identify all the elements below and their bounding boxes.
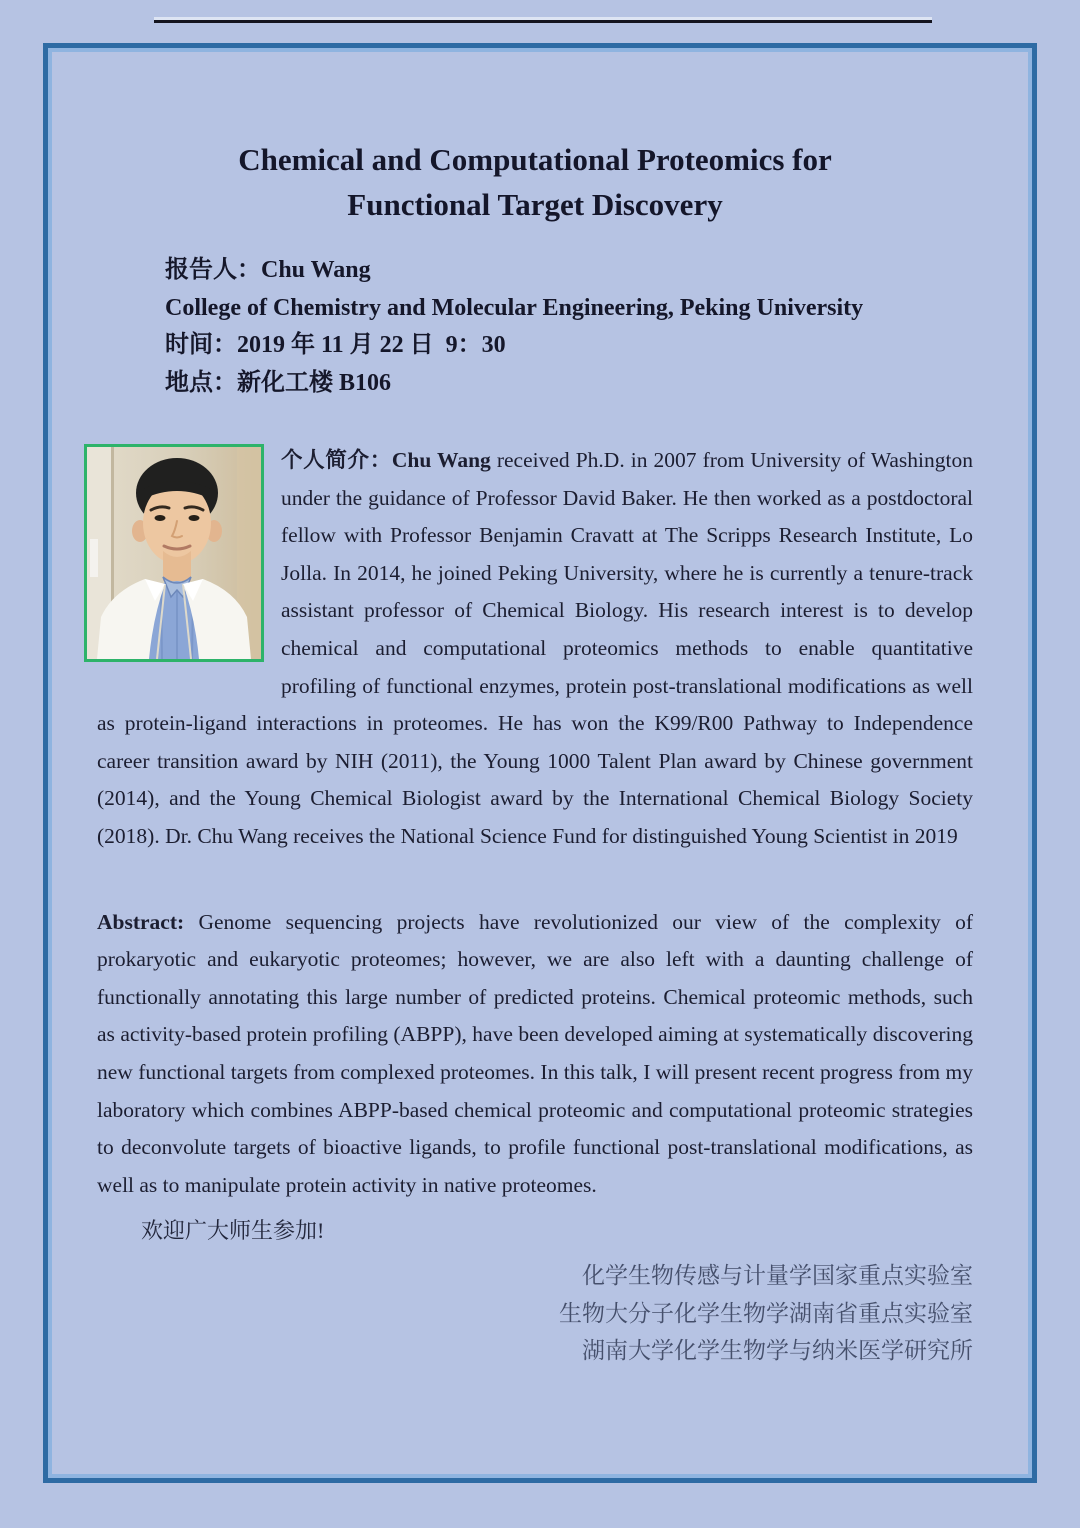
speaker-affiliation-line: College of Chemistry and Molecular Engineering, Peking University: [165, 294, 864, 321]
organizer-list: [97, 1257, 973, 1370]
page-title: [97, 137, 973, 227]
title-line-2: Functional Target Discovery: [347, 187, 723, 222]
speaker-name-line: 报告人：Chu Wang: [165, 257, 371, 283]
bio-text: received Ph.D. in 2007 from University of Washington under the guidance of Professor David Baker. He then worked as a postdoctoral fellow with Professor Benjamin Cravatt at The Scripps Research Institute, Lo Jolla. In 2014, he joined Peking University, where he is currently a tenure-track assistant professor of Chemical Biology. His research interest is to develop chemical and computational proteomics methods to enable quantitative profiling of functional enzymes, protein post-translational modifications as well as protein-ligand interactions in proteomes. He has won the K99/R00 Pathway to Independence career transition award by NIH (2011), the Young 1000 Talent Plan award by Chinese government (2014), and the Young Chemical Biologist award by the International Chemical Biology Society (2018). Dr. Chu Wang receives the National Science Fund for distinguished Young Scientist in 2019: [97, 448, 973, 848]
bio-paragraph: [97, 442, 973, 856]
abstract-text: Genome sequencing projects have revolutionized our view of the complexity of prokaryotic and eukaryotic proteomes; however, we are also left with a daunting challenge of functionally annotating this large number of predicted proteins. Chemical proteomic methods, such as activity-based protein profiling (ABPP), have been developed aiming at systematically discovering new functional targets from complexed proteomes. In this talk, I will present recent progress from my laboratory which combines ABPP-based chemical proteomic and computational proteomic strategies to deconvolute targets of bioactive ligands, to profile functional post-translational modifications, as well as to manipulate protein activity in native proteomes.: [97, 909, 973, 1197]
seminar-location-line: 地点：新化工楼 B106: [165, 369, 392, 396]
bio-label: 个人简介：: [281, 448, 392, 472]
top-rule: [154, 20, 932, 23]
organizer-line-2: 生物大分子化学生物学湖南省重点实验室: [559, 1299, 973, 1326]
bio-speaker-name: Chu Wang: [391, 448, 491, 472]
speaker-photo: [84, 444, 264, 662]
welcome-line: 欢迎广大师生参加!: [141, 1218, 325, 1244]
speaker-info-block: [165, 252, 973, 402]
abstract-paragraph: [97, 904, 973, 1205]
poster-content: [97, 51, 973, 1370]
organizer-line-3: 湖南大学化学生物学与纳米医学研究所: [582, 1337, 973, 1364]
title-line-1: Chemical and Computational Proteomics for: [238, 142, 832, 177]
speaker-photo-illustration: [87, 447, 261, 659]
abstract-label: Abstract:: [97, 909, 185, 934]
seminar-time-line: 时间：2019 年 11 月 22 日 9：30: [165, 332, 506, 358]
organizer-line-1: 化学生物传感与计量学国家重点实验室: [582, 1262, 973, 1289]
